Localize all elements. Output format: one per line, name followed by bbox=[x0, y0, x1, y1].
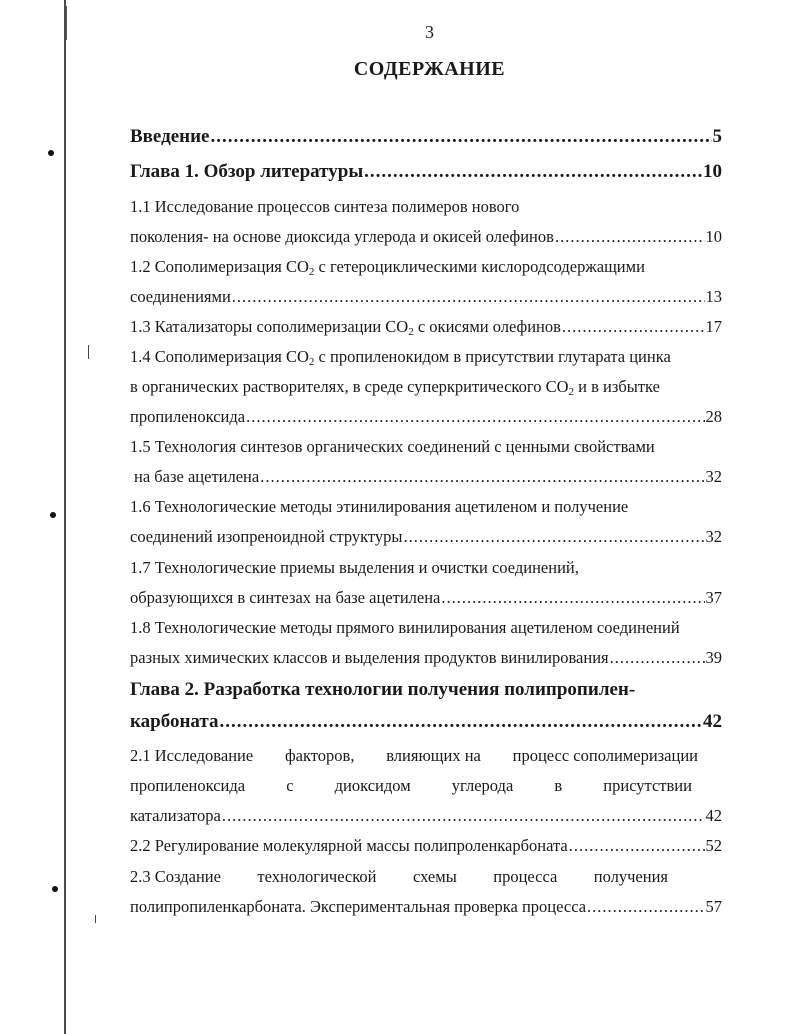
toc-entry-intro[interactable]: Введение ..... 5 bbox=[130, 126, 722, 148]
toc-entry-1-4-line2[interactable]: в органических растворителях, в среде суперкритического $CO_2$ и в избытке bbox=[130, 377, 660, 398]
toc-entry-2-2[interactable]: 2.2 Регулирование молекулярной массы полипроленкарбоната ..... 52 bbox=[130, 835, 722, 857]
scan-speck bbox=[88, 345, 89, 359]
toc-entry-1-1-line2[interactable]: поколения- на основе диоксида углерода и окисей олефинов ..... 10 bbox=[130, 226, 722, 248]
toc-entry-1-4-line3[interactable]: пропиленоксида ..... 28 bbox=[130, 406, 722, 428]
toc-entry-1-5-line2[interactable]: на базе ацетилена ..... 32 bbox=[130, 466, 722, 488]
toc-entry-2-1-line3[interactable]: катализатора ..... 42 bbox=[130, 805, 722, 827]
toc-entry-chapter-2-line1[interactable]: Глава 2. Разработка технологии получения полипропилен- bbox=[130, 679, 636, 700]
scan-speck bbox=[48, 150, 54, 156]
scan-speck bbox=[52, 886, 58, 892]
toc-entry-1-3[interactable]: 1.3 Катализаторы сополимеризации $CO_2$ с окисями олефинов ..... 17 bbox=[130, 316, 722, 338]
page-title: СОДЕРЖАНИЕ bbox=[353, 58, 506, 80]
toc-entry-1-4-line1[interactable]: 1.4 Сополимеризация $CO_2$ с пропиленокидом в присутствии глутарата цинка bbox=[130, 347, 671, 368]
scan-margin-line bbox=[64, 0, 66, 1034]
toc-entry-2-1-line2[interactable]: пропиленоксида с диоксидом углерода в присутствии bbox=[130, 776, 692, 795]
toc-entry-2-3-line2[interactable]: полипропиленкарбоната. Экспериментальная проверка процесса ..... 57 bbox=[130, 896, 722, 918]
toc-entry-1-6-line1[interactable]: 1.6 Технологические методы этинилирования ацетиленом и получение bbox=[130, 497, 629, 516]
scan-speck bbox=[50, 512, 56, 518]
toc-entry-1-8-line2[interactable]: разных химических классов и выделения продуктов винилирования ..... 39 bbox=[130, 647, 722, 669]
toc-entry-1-2-line2[interactable]: соединениями ..... 13 bbox=[130, 286, 722, 308]
toc-entry-1-7-line2[interactable]: образующихся в синтезах на базе ацетилена ..... 37 bbox=[130, 587, 722, 609]
toc-entry-1-2-line1[interactable]: 1.2 Сополимеризация $CO_2$ с гетероциклическими кислородсодержащими bbox=[130, 257, 645, 278]
toc-entry-1-5-line1[interactable]: 1.5 Технология синтезов органических соединений с ценными свойствами bbox=[130, 437, 655, 456]
page-number: 3 bbox=[425, 22, 434, 42]
toc-entry-1-6-line2[interactable]: соединений изопреноидной структуры ..... 32 bbox=[130, 526, 722, 548]
toc-entry-1-7-line1[interactable]: 1.7 Технологические приемы выделения и очистки соединений, bbox=[130, 558, 579, 577]
toc-entry-1-8-line1[interactable]: 1.8 Технологические методы прямого винилирования ацетиленом соединений bbox=[130, 618, 680, 637]
toc-entry-2-1-line1[interactable]: 2.1 Исследование факторов, влияющих на процесс сополимеризации bbox=[130, 746, 698, 765]
toc-entry-chapter-1[interactable]: Глава 1. Обзор литературы ..... 10 bbox=[130, 161, 722, 183]
scan-speck bbox=[95, 915, 96, 923]
toc-entry-chapter-2-line2[interactable]: карбоната ..... 42 bbox=[130, 711, 722, 733]
toc-entry-2-3-line1[interactable]: 2.3 Создание технологической схемы процесса получения bbox=[130, 867, 668, 886]
toc-entry-1-1-line1[interactable]: 1.1 Исследование процессов синтеза полимеров нового bbox=[130, 197, 520, 216]
